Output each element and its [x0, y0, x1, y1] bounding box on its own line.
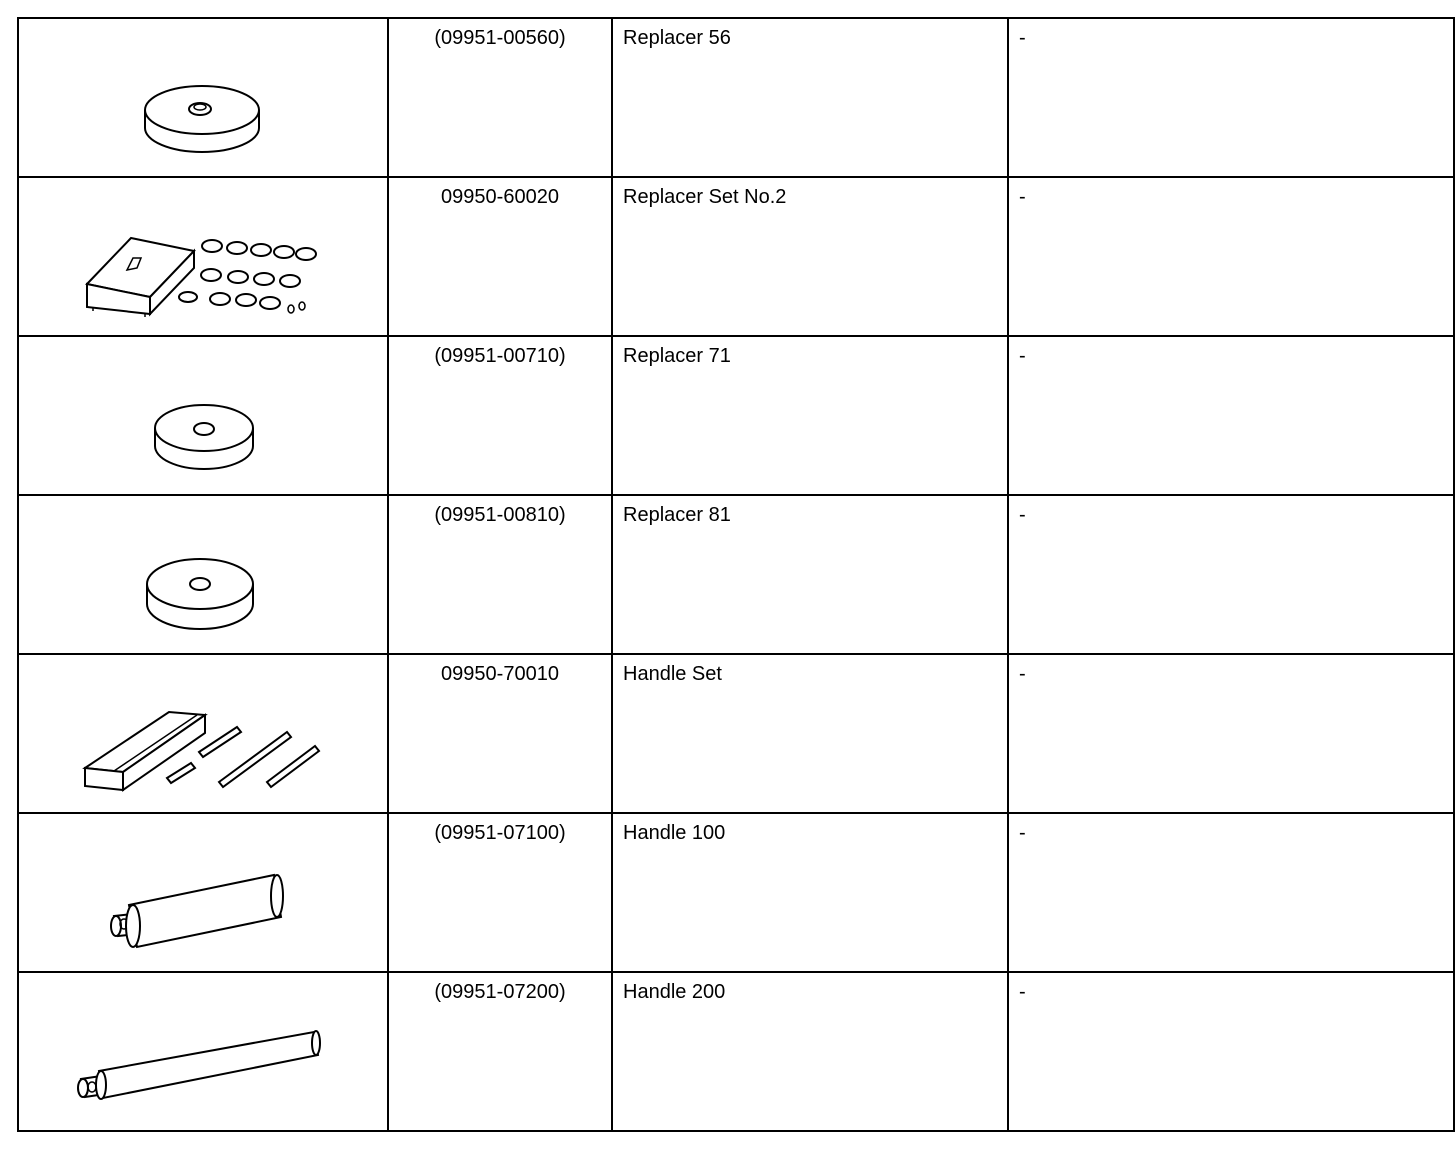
part-number: (09951-00810): [388, 495, 612, 654]
tool-name: Handle 200: [612, 972, 1008, 1131]
replacer-disc-icon: [19, 496, 387, 653]
handle-set-case-icon: [19, 655, 387, 812]
illustration-cell: [18, 654, 388, 813]
replacer-disc-icon: [19, 337, 387, 494]
table-row: [18, 336, 1454, 495]
tool-name: Handle Set: [612, 654, 1008, 813]
illustration-cell: [18, 813, 388, 972]
remark: -: [1008, 177, 1454, 336]
replacer-disc-icon: [19, 19, 387, 176]
remark: -: [1008, 972, 1454, 1131]
tool-name: Handle 100: [612, 813, 1008, 972]
illustration-cell: [18, 336, 388, 495]
table-row: [18, 18, 1454, 177]
part-number: 09950-60020: [388, 177, 612, 336]
part-number: (09951-00710): [388, 336, 612, 495]
illustration-cell: [18, 972, 388, 1131]
remark: -: [1008, 813, 1454, 972]
part-number: (09951-07200): [388, 972, 612, 1131]
illustration-cell: [18, 18, 388, 177]
part-number: (09951-07100): [388, 813, 612, 972]
tool-name: Replacer Set No.2: [612, 177, 1008, 336]
tool-name: Replacer 81: [612, 495, 1008, 654]
table-row: [18, 654, 1454, 813]
remark: -: [1008, 654, 1454, 813]
table-row: [18, 177, 1454, 336]
table-row: [18, 972, 1454, 1131]
remark: -: [1008, 18, 1454, 177]
special-tool-table: [17, 17, 1455, 1132]
table-row: [18, 495, 1454, 654]
table-row: [18, 813, 1454, 972]
tool-name: Replacer 71: [612, 336, 1008, 495]
handle-short-icon: [19, 814, 387, 971]
replacer-set-case-icon: [19, 178, 387, 335]
part-number: 09950-70010: [388, 654, 612, 813]
handle-long-icon: [19, 973, 387, 1130]
remark: -: [1008, 336, 1454, 495]
tool-name: Replacer 56: [612, 18, 1008, 177]
illustration-cell: [18, 177, 388, 336]
remark: -: [1008, 495, 1454, 654]
part-number: (09951-00560): [388, 18, 612, 177]
illustration-cell: [18, 495, 388, 654]
